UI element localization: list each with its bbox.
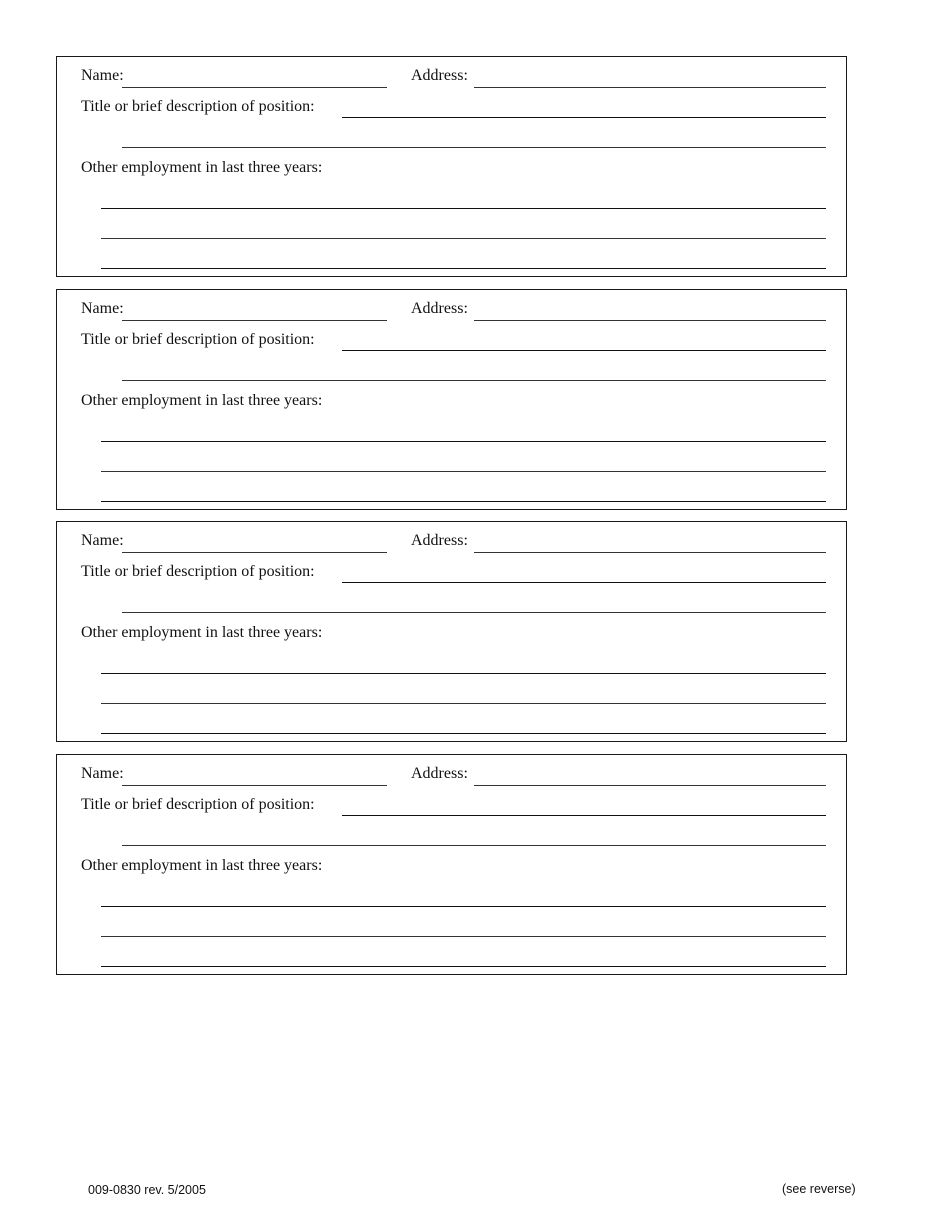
address-field[interactable] — [474, 320, 826, 321]
name-field[interactable] — [122, 87, 387, 88]
position-title-field-continued[interactable] — [122, 845, 826, 846]
other-employment-label: Other employment in last three years: — [81, 159, 323, 176]
position-title-field-continued[interactable] — [122, 612, 826, 613]
other-employment-line-3[interactable] — [101, 733, 826, 734]
position-title-field[interactable] — [342, 117, 826, 118]
employee-entry-box-1 — [56, 56, 847, 277]
name-label: Name: — [81, 300, 124, 317]
other-employment-line-3[interactable] — [101, 966, 826, 967]
address-label: Address: — [411, 300, 468, 317]
other-employment-line-1[interactable] — [101, 441, 826, 442]
other-employment-label: Other employment in last three years: — [81, 392, 323, 409]
address-field[interactable] — [474, 87, 826, 88]
address-label: Address: — [411, 67, 468, 84]
other-employment-line-1[interactable] — [101, 208, 826, 209]
name-label: Name: — [81, 532, 124, 549]
address-field[interactable] — [474, 552, 826, 553]
address-label: Address: — [411, 765, 468, 782]
other-employment-line-2[interactable] — [101, 471, 826, 472]
name-label: Name: — [81, 765, 124, 782]
position-title-field[interactable] — [342, 582, 826, 583]
position-title-label: Title or brief description of position: — [81, 98, 315, 115]
name-field[interactable] — [122, 320, 387, 321]
position-title-field-continued[interactable] — [122, 147, 826, 148]
other-employment-line-2[interactable] — [101, 936, 826, 937]
address-field[interactable] — [474, 785, 826, 786]
other-employment-line-3[interactable] — [101, 501, 826, 502]
see-reverse-note: (see reverse) — [782, 1182, 856, 1196]
position-title-label: Title or brief description of position: — [81, 331, 315, 348]
other-employment-label: Other employment in last three years: — [81, 624, 323, 641]
employee-entry-box-3 — [56, 521, 847, 742]
position-title-label: Title or brief description of position: — [81, 563, 315, 580]
other-employment-line-3[interactable] — [101, 268, 826, 269]
other-employment-line-2[interactable] — [101, 703, 826, 704]
employee-entry-box-4 — [56, 754, 847, 975]
other-employment-line-1[interactable] — [101, 906, 826, 907]
position-title-field[interactable] — [342, 815, 826, 816]
name-field[interactable] — [122, 552, 387, 553]
position-title-field[interactable] — [342, 350, 826, 351]
other-employment-line-2[interactable] — [101, 238, 826, 239]
other-employment-line-1[interactable] — [101, 673, 826, 674]
name-field[interactable] — [122, 785, 387, 786]
address-label: Address: — [411, 532, 468, 549]
name-label: Name: — [81, 67, 124, 84]
employee-entry-box-2 — [56, 289, 847, 510]
other-employment-label: Other employment in last three years: — [81, 857, 323, 874]
position-title-label: Title or brief description of position: — [81, 796, 315, 813]
form-number: 009-0830 rev. 5/2005 — [88, 1183, 206, 1197]
position-title-field-continued[interactable] — [122, 380, 826, 381]
